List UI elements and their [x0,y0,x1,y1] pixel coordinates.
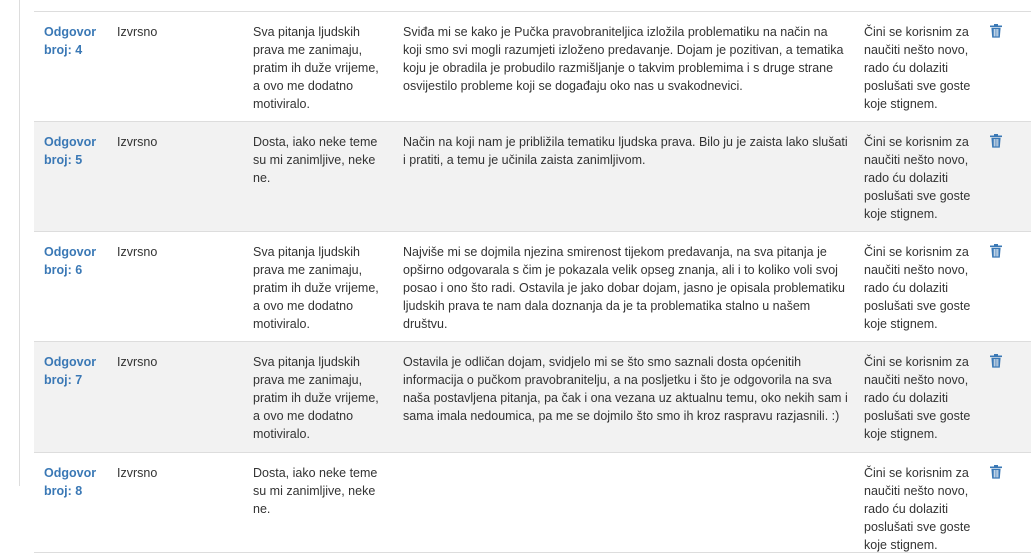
response-title-link[interactable]: Odgovor broj: 5 [44,135,97,167]
usefulness-cell: Čini se korisnim za naučiti nešto novo, rado ću dolaziti poslušati sve goste koje stignem. [864,25,971,111]
usefulness-cell: Čini se korisnim za naučiti nešto novo, rado ću dolaziti poslušati sve goste koje stignem. [864,245,971,331]
delete-button[interactable] [990,465,1004,479]
response-title-link[interactable]: Odgovor broj: 6 [44,245,97,277]
trash-icon [990,465,1002,479]
table-row [34,342,1031,453]
trash-icon [990,244,1002,258]
grade-cell: Izvrsno [117,466,158,480]
table-row [34,12,1031,122]
comment-cell: Ostavila je odličan dojam, svidjelo mi se što smo saznali dosta općenitih informacija o pučkom pravobranitelju, a na posljetku i što je odgovorila na sva naša postavljena pitanja, pa čak i ona vezana uz aktualnu temu, oko nekih sam i sama imala nedoumica, pa me se dojmilo što smo ih kroz raspravu razjasnili. :) [403,355,848,423]
table-row [34,232,1031,342]
response-title-link[interactable]: Odgovor broj: 8 [44,466,97,498]
table-row [34,453,1031,553]
response-title-link[interactable]: Odgovor broj: 7 [44,355,97,387]
delete-button[interactable] [990,134,1004,148]
grade-cell: Izvrsno [117,135,158,149]
comment-cell: Način na koji nam je približila tematiku ljudska prava. Bilo ju je zaista lako slušati i pratiti, a temu je učinila zaista zanimljivom. [403,135,848,167]
table-top-border [34,0,1031,12]
interest-cell: Sva pitanja ljudskih prava me zanimaju, pratim ih duže vrijeme, a ovo me dodatno motiviralo. [253,25,379,111]
usefulness-cell: Čini se korisnim za naučiti nešto novo, rado ću dolaziti poslušati sve goste koje stignem. [864,135,971,221]
delete-button[interactable] [990,354,1004,368]
table-row [34,122,1031,232]
delete-button[interactable] [990,244,1004,258]
interest-cell: Dosta, iako neke teme su mi zanimljive, neke ne. [253,135,378,185]
trash-icon [990,24,1002,38]
usefulness-cell: Čini se korisnim za naučiti nešto novo, rado ću dolaziti poslušati sve goste koje stignem. [864,466,971,552]
response-title-link[interactable]: Odgovor broj: 4 [44,25,97,57]
trash-icon [990,354,1002,368]
responses-table [34,0,1031,553]
comment-cell: Sviđa mi se kako je Pučka pravobraniteljica izložila problematiku na način na koji smo svi mogli razumjeti izloženo predavanje. Dojam je pozitivan, a tematika koju je obradila je probudilo razmišljanje o takvim problemima i s druge strane osvijestilo probleme koji se događaju oko nas u svakodnevici. [403,25,844,93]
page-left-rule [19,0,20,486]
interest-cell: Sva pitanja ljudskih prava me zanimaju, pratim ih duže vrijeme, a ovo me dodatno motiviralo. [253,245,379,331]
interest-cell: Dosta, iako neke teme su mi zanimljive, neke ne. [253,466,378,516]
comment-cell: Najviše mi se dojmila njezina smirenost tijekom predavanja, na sva pitanja je opširno odgovarala s čim je pokazala velik opseg znanja, ali i to koliko voli svoj posao i ono što radi. Ostavila je jako dobar dojam, jasno je opisala problematiku ljudskih prava te nam dala doznanja da je ta problematika stalno u našem društvu. [403,245,845,331]
interest-cell: Sva pitanja ljudskih prava me zanimaju, pratim ih duže vrijeme, a ovo me dodatno motiviralo. [253,355,379,441]
grade-cell: Izvrsno [117,245,158,259]
grade-cell: Izvrsno [117,355,158,369]
delete-button[interactable] [990,24,1004,38]
usefulness-cell: Čini se korisnim za naučiti nešto novo, rado ću dolaziti poslušati sve goste koje stignem. [864,355,971,441]
trash-icon [990,134,1002,148]
grade-cell: Izvrsno [117,25,158,39]
